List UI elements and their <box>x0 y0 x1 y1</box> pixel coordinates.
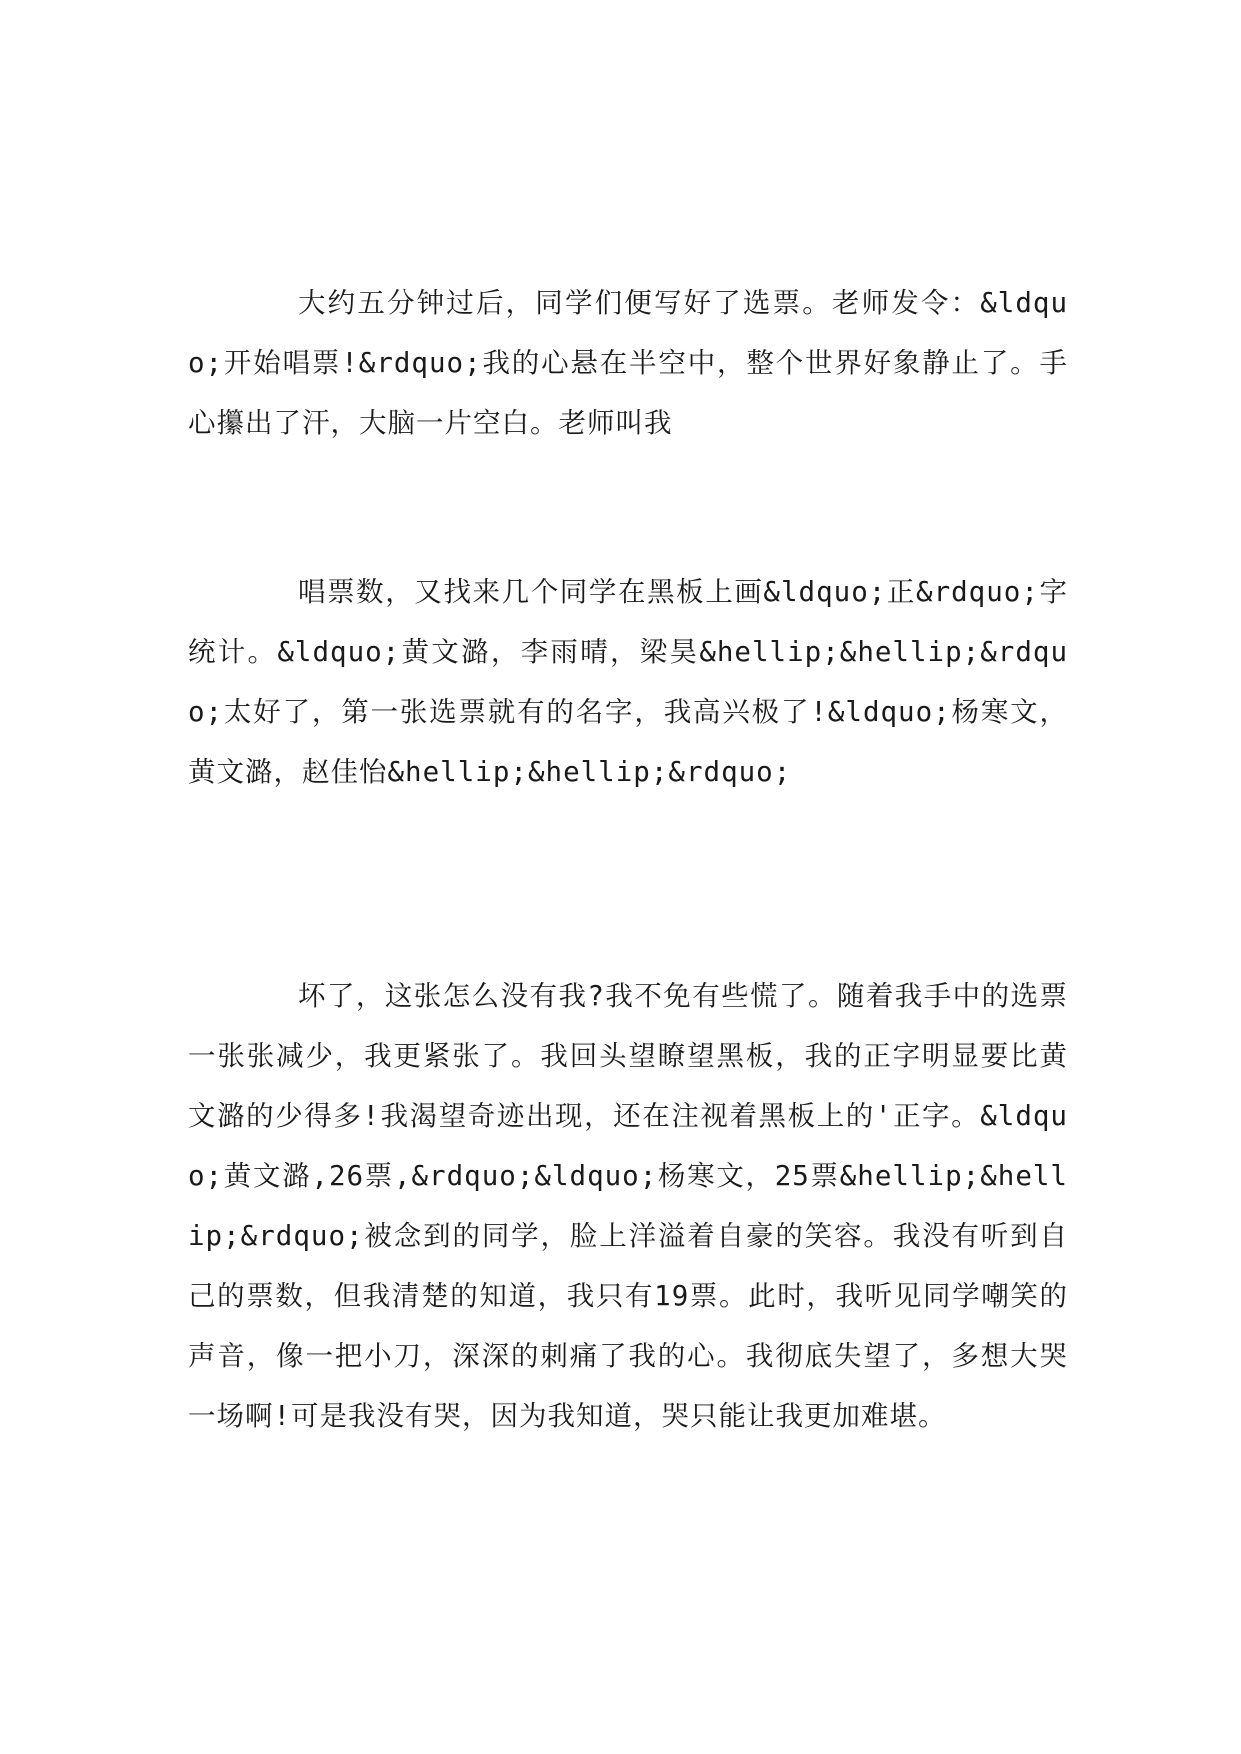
paragraph-1: 大约五分钟过后，同学们便写好了选票。老师发令：&ldquo;开始唱票!&rdquo;我的心悬在半空中，整个世界好象静止了。手心攥出了汗，大脑一片空白。老师叫我 <box>188 287 1068 439</box>
paragraph-2: 唱票数，又找来几个同学在黑板上画&ldquo;正&rdquo;字统计。&ldquo;黄文潞，李雨晴，梁昊&hellip;&hellip;&rdquo;太好了，第一张选票就有的名字，我高兴极了!&ldquo;杨寒文，黄文潞，赵佳怡&hellip;&hellip;&rdquo; <box>188 576 1068 788</box>
paragraph-3: 坏了，这张怎么没有我?我不免有些慌了。随着我手中的选票一张张减少，我更紧张了。我回头望瞭望黑板，我的正字明显要比黄文潞的少得多!我渴望奇迹出现，还在注视着黑板上的'正字。&ldquo;黄文潞,26票,&rdquo;&ldquo;杨寒文，25票&hellip;&hellip;&rdquo;被念到的同学，脸上洋溢着自豪的笑容。我没有听到自己的票数，但我清楚的知道，我只有19票。此时，我听见同学嘲笑的声音，像一把小刀，深深的刺痛了我的心。我彻底失望了，多想大哭一场啊!可是我没有哭，因为我知道，哭只能让我更加难堪。 <box>188 980 1068 1432</box>
